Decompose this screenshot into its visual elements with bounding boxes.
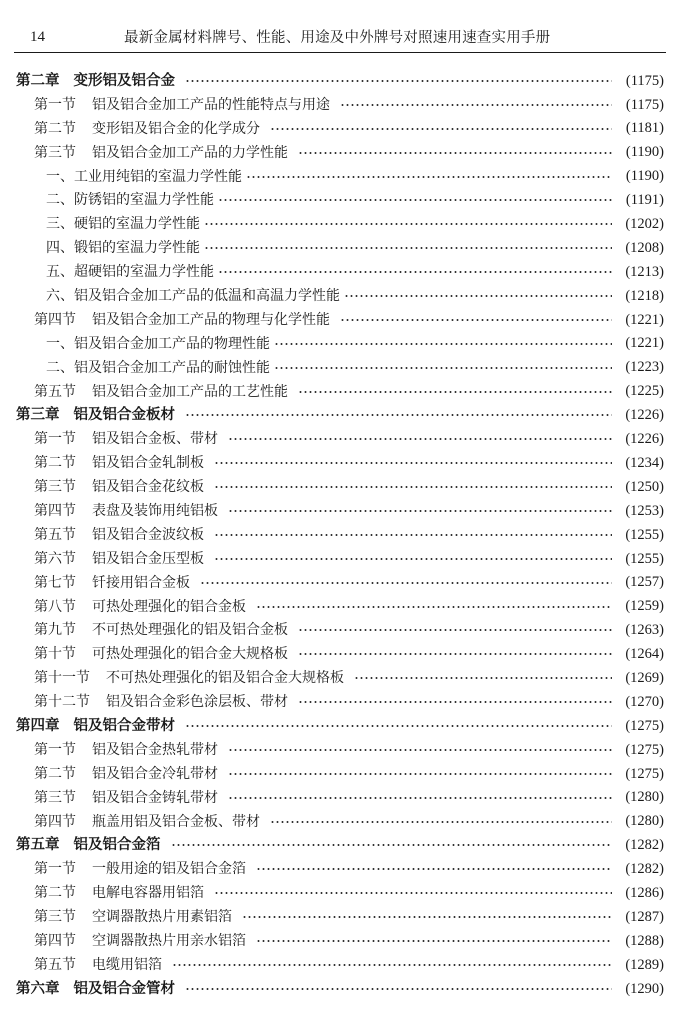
toc-entry-page: (1290) [625, 980, 664, 997]
toc-entry-chapter[interactable] [16, 977, 664, 1001]
toc-entry-label [34, 122, 264, 136]
dot-leader [214, 459, 612, 467]
toc-entry-page: (1175) [625, 72, 664, 89]
toc-entry-label [46, 361, 274, 375]
toc-entry-page: (1175) [625, 96, 664, 113]
toc-entry-label [34, 552, 208, 566]
toc-entry-number: 第二节 [34, 765, 76, 782]
toc-entry-page: (1270) [625, 693, 664, 710]
toc-entry-page: (1282) [625, 837, 664, 854]
toc-entry-title: 铝及铝合金加工产品的性能特点与用途 [92, 96, 330, 113]
toc-entry-section[interactable] [16, 117, 664, 141]
toc-entry-sub[interactable] [16, 284, 664, 308]
dot-leader [340, 316, 612, 324]
toc-entry-page: (1263) [625, 622, 664, 639]
running-title: 最新金属材料牌号、性能、用途及中外牌号对照速用速查实用手册 [124, 30, 551, 46]
toc-entry-title: 铝及铝合金压型板 [92, 550, 204, 567]
toc-entry-title: 铝及铝合金花纹板 [92, 479, 204, 496]
toc-entry-title: 不可热处理强化的铝及铝合金大规格板 [106, 670, 344, 687]
toc-entry-section[interactable] [16, 141, 664, 165]
toc-entry-number: 第四节 [34, 813, 76, 830]
toc-entry-label [34, 671, 348, 685]
toc-entry-number: 第一节 [34, 96, 76, 113]
dot-leader [256, 937, 612, 945]
toc-entry-label [34, 456, 208, 470]
table-of-contents [16, 69, 664, 1001]
toc-entry-label [46, 217, 204, 231]
toc-entry-section[interactable] [16, 738, 664, 762]
toc-entry-section[interactable] [16, 881, 664, 905]
toc-entry-label [34, 623, 292, 637]
toc-entry-title: 三、硬铝的室温力学性能 [46, 216, 200, 233]
toc-entry-title: 可热处理强化的铝合金板 [92, 598, 246, 615]
toc-entry-title: 铝及铝合金轧制板 [92, 455, 204, 472]
toc-entry-title: 铝及铝合金箔 [73, 836, 161, 854]
toc-entry-title: 二、铝及铝合金加工产品的耐蚀性能 [46, 359, 270, 376]
toc-entry-label [34, 815, 264, 829]
toc-entry-number: 第六章 [16, 979, 60, 997]
toc-entry-section[interactable] [16, 308, 664, 332]
toc-entry-number: 第五章 [16, 836, 60, 854]
dot-leader [171, 841, 613, 849]
toc-entry-label [34, 743, 222, 757]
toc-entry-page: (1257) [625, 574, 664, 591]
dot-leader [298, 698, 612, 706]
toc-entry-page: (1264) [625, 646, 664, 663]
toc-entry-page: (1286) [625, 884, 664, 901]
toc-entry-title: 四、锻铝的室温力学性能 [46, 240, 200, 257]
toc-entry-title: 电缆用铝箔 [92, 956, 162, 973]
dot-leader [270, 818, 612, 826]
toc-entry-sub[interactable] [16, 165, 664, 189]
toc-entry-label [34, 504, 222, 518]
toc-entry-label [34, 600, 250, 614]
toc-entry-label [46, 241, 204, 255]
toc-entry-number: 第七节 [34, 574, 76, 591]
dot-leader [246, 173, 612, 181]
toc-entry-page: (1253) [625, 502, 664, 519]
page-header [14, 18, 666, 53]
toc-entry-number: 第三节 [34, 144, 76, 161]
toc-entry-label [16, 716, 179, 734]
dot-leader [298, 388, 612, 396]
toc-entry-title: 一般用途的铝及铝合金箔 [92, 861, 246, 878]
toc-entry-label [34, 647, 292, 661]
toc-entry-label [34, 862, 250, 876]
toc-entry-title: 铝及铝合金板、带材 [92, 431, 218, 448]
toc-entry-label [34, 934, 250, 948]
toc-entry-number: 第四节 [34, 311, 76, 328]
dot-leader [185, 722, 612, 730]
toc-entry-page: (1275) [625, 765, 664, 782]
toc-entry-label [34, 767, 222, 781]
toc-entry-section[interactable] [16, 953, 664, 977]
toc-entry-section[interactable] [16, 595, 664, 619]
toc-entry-page: (1269) [625, 669, 664, 686]
toc-entry-title: 铝及铝合金波纹板 [92, 526, 204, 543]
toc-entry-sub[interactable] [16, 212, 664, 236]
dot-leader [214, 531, 612, 539]
toc-entry-section[interactable] [16, 571, 664, 595]
toc-entry-page: (1289) [625, 956, 664, 973]
toc-entry-chapter[interactable] [16, 714, 664, 738]
dot-leader [214, 483, 612, 491]
toc-entry-label [34, 695, 292, 709]
dot-leader [172, 961, 612, 969]
toc-entry-page: (1213) [625, 263, 664, 280]
dot-leader [354, 674, 612, 682]
toc-entry-number: 第一节 [34, 741, 76, 758]
toc-entry-sub[interactable] [16, 236, 664, 260]
toc-entry-number: 第三节 [34, 909, 76, 926]
toc-entry-page: (1259) [625, 598, 664, 615]
toc-entry-title: 变形铝及铝合金的化学成分 [92, 120, 260, 137]
toc-entry-number: 第二节 [34, 455, 76, 472]
toc-entry-number: 第十节 [34, 646, 76, 663]
toc-entry-number: 第三章 [16, 406, 60, 424]
toc-entry-number: 第二章 [16, 71, 60, 89]
dot-leader [204, 244, 612, 252]
toc-entry-page: (1288) [625, 932, 664, 949]
toc-entry-section[interactable] [16, 451, 664, 475]
dot-leader [185, 985, 612, 993]
dot-leader [274, 340, 612, 348]
toc-entry-page: (1275) [625, 741, 664, 758]
toc-entry-page: (1190) [625, 144, 664, 161]
toc-entry-page: (1282) [625, 861, 664, 878]
toc-entry-title: 可热处理强化的铝合金大规格板 [92, 646, 288, 663]
toc-entry-label [46, 337, 274, 351]
dot-leader [274, 364, 612, 372]
toc-entry-page: (1223) [625, 359, 664, 376]
toc-entry-title: 五、超硬铝的室温力学性能 [46, 264, 214, 281]
toc-entry-page: (1287) [625, 908, 664, 925]
toc-entry-number: 第五节 [34, 956, 76, 973]
toc-entry-title: 不可热处理强化的铝及铝合金板 [92, 622, 288, 639]
toc-entry-title: 铝及铝合金热轧带材 [92, 741, 218, 758]
toc-entry-label [34, 146, 292, 160]
toc-entry-sub[interactable] [16, 188, 664, 212]
toc-entry-label [34, 98, 334, 112]
toc-entry-title: 铝及铝合金彩色涂层板、带材 [106, 694, 288, 711]
dot-leader [270, 125, 612, 133]
toc-entry-label [34, 910, 236, 924]
dot-leader [344, 292, 612, 300]
toc-entry-section[interactable] [16, 523, 664, 547]
toc-entry-title: 铝及铝合金冷轧带材 [92, 765, 218, 782]
toc-entry-section[interactable] [16, 547, 664, 571]
toc-entry-number: 第五节 [34, 383, 76, 400]
toc-entry-sub[interactable] [16, 332, 664, 356]
toc-entry-page: (1181) [625, 120, 664, 137]
toc-entry-label [46, 193, 218, 207]
dot-leader [185, 77, 612, 85]
toc-entry-label [16, 838, 165, 853]
toc-entry-title: 变形铝及铝合金 [73, 71, 175, 89]
toc-entry-label [34, 791, 222, 805]
toc-entry-title: 二、防锈铝的室温力学性能 [46, 192, 214, 209]
toc-entry-section[interactable] [16, 690, 664, 714]
toc-entry-label [34, 576, 194, 590]
dot-leader [228, 794, 612, 802]
toc-entry-title: 铝及铝合金管材 [73, 979, 175, 997]
toc-entry-title: 铝及铝合金带材 [73, 716, 175, 734]
toc-entry-label [16, 979, 179, 997]
toc-entry-label [34, 385, 292, 399]
toc-entry-section[interactable] [16, 762, 664, 786]
toc-entry-section[interactable] [16, 929, 664, 953]
toc-entry-section[interactable] [16, 475, 664, 499]
toc-entry-title: 六、铝及铝合金加工产品的低温和高温力学性能 [46, 287, 340, 304]
toc-entry-label [16, 71, 179, 89]
toc-entry-page: (1221) [625, 311, 664, 328]
dot-leader [204, 220, 612, 228]
toc-entry-sub[interactable] [16, 260, 664, 284]
toc-entry-section[interactable] [16, 499, 664, 523]
toc-entry-page: (1275) [625, 717, 664, 734]
dot-leader [256, 603, 612, 611]
toc-entry-number: 第一节 [34, 431, 76, 448]
dot-leader [298, 650, 612, 658]
dot-leader [200, 579, 612, 587]
toc-entry-section[interactable] [16, 810, 664, 834]
toc-entry-chapter[interactable] [16, 69, 664, 93]
dot-leader [214, 555, 612, 563]
toc-entry-label [34, 528, 208, 542]
toc-entry-page: (1234) [625, 454, 664, 471]
toc-entry-title: 一、工业用纯铝的室温力学性能 [46, 168, 242, 185]
toc-entry-page: (1255) [625, 526, 664, 543]
toc-entry-number: 第一节 [34, 861, 76, 878]
dot-leader [214, 889, 612, 897]
dot-leader [228, 507, 612, 515]
toc-entry-sub[interactable] [16, 356, 664, 380]
toc-entry-page: (1202) [625, 216, 664, 233]
toc-entry-number: 第十二节 [34, 694, 90, 711]
toc-entry-section[interactable] [16, 618, 664, 642]
toc-entry-title: 钎接用铝合金板 [92, 574, 190, 591]
dot-leader [228, 435, 612, 443]
toc-entry-section[interactable] [16, 380, 664, 404]
toc-entry-title: 铝及铝合金铸轧带材 [92, 789, 218, 806]
dot-leader [298, 149, 612, 157]
toc-entry-label [46, 170, 246, 184]
dot-leader [228, 746, 612, 754]
toc-entry-number: 第二节 [34, 120, 76, 137]
toc-entry-title: 电解电容器用铝箔 [92, 885, 204, 902]
page-number: 14 [30, 29, 45, 45]
dot-leader [298, 626, 612, 634]
toc-entry-label [46, 289, 344, 303]
toc-entry-title: 铝及铝合金加工产品的物理与化学性能 [92, 311, 330, 328]
toc-entry-number: 第四节 [34, 502, 76, 519]
toc-entry-page: (1208) [625, 239, 664, 256]
toc-entry-number: 第五节 [34, 526, 76, 543]
toc-entry-number: 第十一节 [34, 670, 90, 687]
toc-entry-title: 铝及铝合金加工产品的力学性能 [92, 144, 288, 161]
toc-entry-page: (1280) [625, 789, 664, 806]
toc-entry-title: 表盘及装饰用纯铝板 [92, 502, 218, 519]
toc-entry-label [46, 265, 218, 279]
toc-entry-title: 一、铝及铝合金加工产品的物理性能 [46, 335, 270, 352]
dot-leader [242, 913, 612, 921]
toc-entry-number: 第四章 [16, 716, 60, 734]
toc-entry-label [34, 432, 222, 446]
toc-entry-title: 铝及铝合金板材 [73, 406, 175, 424]
toc-entry-section[interactable] [16, 786, 664, 810]
toc-entry-number: 第三节 [34, 789, 76, 806]
toc-entry-label [34, 886, 208, 900]
toc-entry-section[interactable] [16, 93, 664, 117]
dot-leader [340, 101, 612, 109]
toc-entry-page: (1255) [625, 550, 664, 567]
toc-entry-chapter[interactable] [16, 403, 664, 427]
toc-entry-title: 空调器散热片用亲水铝箔 [92, 933, 246, 949]
dot-leader [256, 865, 612, 873]
toc-entry-number: 第三节 [34, 479, 76, 496]
toc-entry-title: 瓶盖用铝及铝合金板、带材 [92, 813, 260, 830]
toc-entry-section[interactable] [16, 427, 664, 451]
dot-leader [218, 196, 612, 204]
toc-entry-page: (1250) [625, 478, 664, 495]
toc-entry-section[interactable] [16, 857, 664, 881]
toc-entry-section[interactable] [16, 905, 664, 929]
toc-entry-page: (1226) [625, 407, 664, 424]
toc-entry-number: 第八节 [34, 598, 76, 615]
dot-leader [228, 770, 612, 778]
toc-entry-label [34, 958, 166, 972]
toc-entry-page: (1280) [625, 813, 664, 830]
toc-entry-number: 第四节 [34, 933, 76, 949]
dot-leader [185, 411, 612, 419]
toc-entry-label [34, 480, 208, 494]
toc-entry-page: (1226) [625, 431, 664, 448]
toc-entry-section[interactable] [16, 642, 664, 666]
toc-entry-label [34, 313, 334, 327]
toc-entry-number: 第二节 [34, 885, 76, 902]
toc-entry-title: 空调器散热片用素铝箔 [92, 909, 232, 926]
toc-entry-page: (1218) [625, 287, 664, 304]
toc-entry-page: (1190) [625, 168, 664, 185]
toc-entry-number: 第六节 [34, 550, 76, 567]
toc-entry-page: (1191) [625, 192, 664, 209]
toc-entry-page: (1221) [625, 335, 664, 352]
toc-entry-section[interactable] [16, 666, 664, 690]
toc-entry-page: (1225) [625, 383, 664, 400]
toc-entry-label [16, 408, 179, 423]
toc-entry-title: 铝及铝合金加工产品的工艺性能 [92, 383, 288, 400]
toc-entry-chapter[interactable] [16, 834, 664, 858]
toc-entry-number: 第九节 [34, 622, 76, 639]
dot-leader [218, 268, 612, 276]
